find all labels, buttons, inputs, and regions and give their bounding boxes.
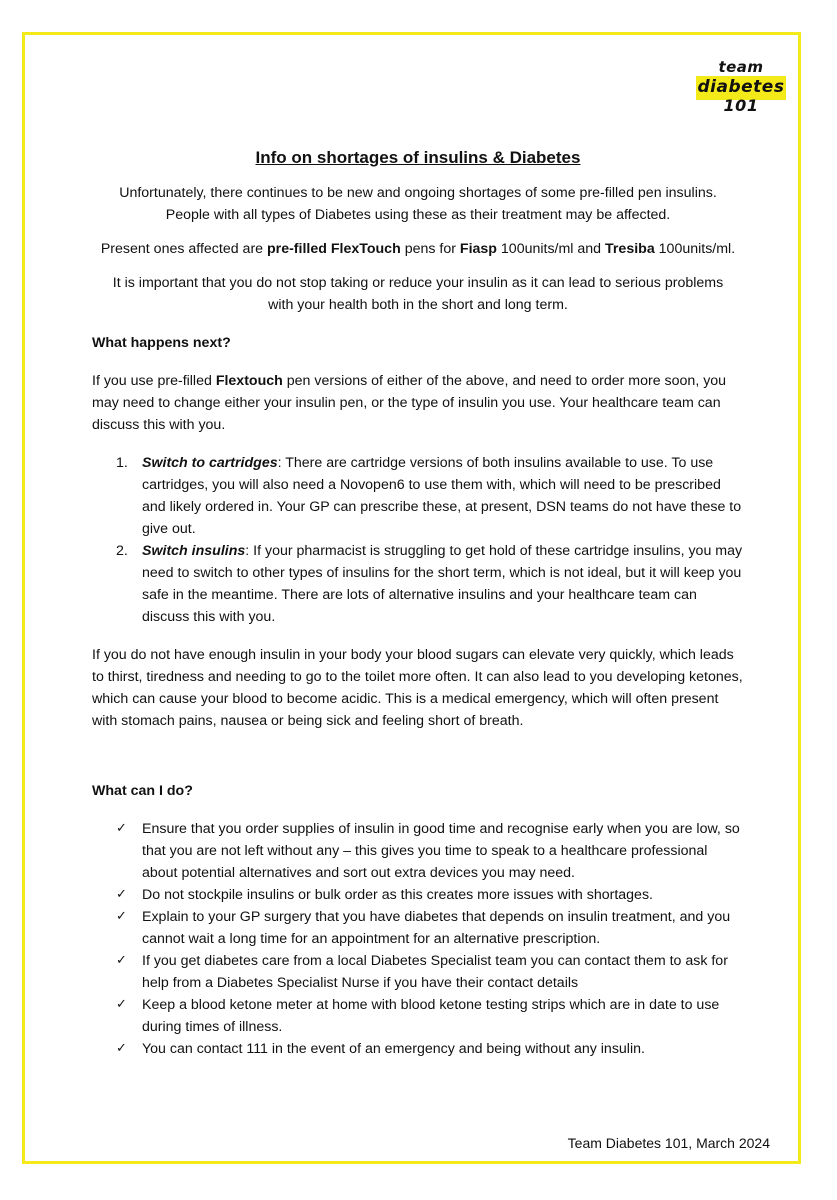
- list-item: [92, 950, 744, 994]
- list-item: [92, 452, 744, 540]
- list-item: [92, 994, 744, 1038]
- logo-text-line3: 101: [723, 96, 759, 115]
- affected-paragraph: [92, 238, 744, 260]
- intro-line1: Unfortunately, there continues to be new and ongoing shortages of some pre-filled pen insulins.: [119, 185, 717, 201]
- intro-line2: People with all types of Diabetes using these as their treatment may be affected.: [165, 207, 671, 223]
- affected-text: Present ones affected are: [100, 241, 267, 257]
- checklist-text: If you get diabetes care from a local Diabetes Specialist team you can contact them to ask for help from a Diabetes Specialist Nurse if you have their contact details: [142, 953, 728, 991]
- warning-paragraph: If you do not have enough insulin in your body your blood sugars can elevate very quickly, which leads to thirst, tiredness and needing to go to the toilet more often. It can also lead to you developing ketones, which can cause your blood to become acidic. This is a medical emergency, which will often present with stomach pains, nausea or being sick and feeling short of breath.: [92, 647, 743, 729]
- checklist-text: Explain to your GP surgery that you have diabetes that depends on insulin treatment, and you cannot wait a long time for an appointment for an alternative prescription.: [142, 909, 731, 947]
- what-happens-next-heading: What happens next?: [92, 335, 231, 351]
- options-list: [92, 452, 744, 628]
- option-label: Switch insulins: [142, 543, 246, 559]
- affected-pen-type: pre-filled FlexTouch: [267, 241, 401, 257]
- checklist: [92, 818, 744, 1060]
- document-title: Info on shortages of insulins & Diabetes: [255, 148, 581, 167]
- list-item: [92, 818, 744, 884]
- option-text: : If your pharmacist is struggling to get hold of these cartridge insulins, you may need to switch to other types of insulins for the short term, which is not ideal, but it will keep you safe in the meantime. There are lots of alternative insulins and your healthcare team can discuss this with you.: [142, 543, 743, 625]
- checkmark-icon: ✓: [116, 953, 127, 968]
- important-line1: It is important that you do not stop taking or reduce your insulin as it can lead to serious problems: [112, 275, 724, 291]
- team-diabetes-logo: [696, 58, 786, 116]
- list-number: 2.: [116, 543, 128, 559]
- checklist-text: Keep a blood ketone meter at home with blood ketone testing strips which are in date to use during times of illness.: [142, 997, 720, 1035]
- affected-text: 100units/ml.: [654, 241, 736, 257]
- list-item: [92, 540, 744, 628]
- affected-text: pens for: [400, 241, 460, 257]
- checklist-text: Ensure that you order supplies of insulin in good time and recognise early when you are low, so that you are not left without any – this gives you time to speak to a healthcare professional about potential alternatives and sort out extra devices you may need.: [142, 821, 740, 881]
- option-text: : There are cartridge versions of both insulins available to use. To use cartridges, you will also need a Novopen6 to use them with, which will need to be prescribed and likely ordered in. Your GP can prescribe these, at present, DSN teams do not have these to give out.: [142, 455, 742, 537]
- next-text: pen versions of either of the above, and need to order more soon, you may need to change either your insulin pen, or the type of insulin you use. Your healthcare team can discuss this with you.: [92, 373, 727, 433]
- affected-insulin-tresiba: Tresiba: [605, 241, 655, 257]
- next-text: If you use pre-filled: [92, 373, 216, 389]
- list-item: [92, 906, 744, 950]
- intro-paragraph: [92, 182, 744, 226]
- checklist-text: Do not stockpile insulins or bulk order as this creates more issues with shortages.: [142, 887, 653, 903]
- checkmark-icon: ✓: [116, 997, 127, 1012]
- important-paragraph: [92, 272, 744, 316]
- option-label: Switch to cartridges: [142, 455, 278, 471]
- checkmark-icon: ✓: [116, 821, 127, 836]
- logo-text-line2: diabetes: [697, 77, 785, 97]
- list-item: [92, 884, 744, 906]
- important-line2: with your health both in the short and long term.: [268, 297, 568, 313]
- list-item: [92, 1038, 744, 1060]
- document-body: [92, 146, 744, 1060]
- affected-insulin-fiasp: Fiasp: [459, 241, 497, 257]
- checkmark-icon: ✓: [116, 887, 127, 902]
- checkmark-icon: ✓: [116, 909, 127, 924]
- logo-text-line1: team: [718, 58, 764, 76]
- what-can-i-do-heading: What can I do?: [92, 783, 193, 799]
- footer-signature: Team Diabetes 101, March 2024: [567, 1135, 770, 1151]
- affected-text: 100units/ml and: [496, 241, 606, 257]
- flextouch-term: Flextouch: [215, 373, 283, 389]
- list-number: 1.: [116, 455, 128, 471]
- checklist-text: You can contact 111 in the event of an emergency and being without any insulin.: [142, 1041, 645, 1057]
- checkmark-icon: ✓: [116, 1041, 127, 1056]
- next-paragraph: [92, 370, 744, 436]
